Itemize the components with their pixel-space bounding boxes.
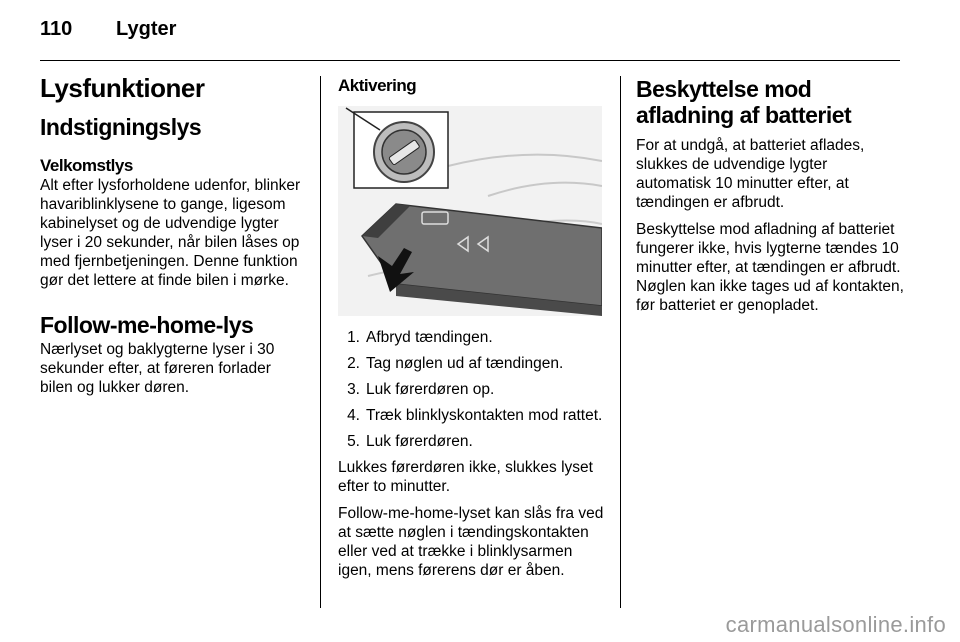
column-left — [40, 68, 306, 397]
step-item: 2. Tag nøglen ud af tændingen. — [347, 355, 564, 372]
step-item: 5. Luk førerdøren. — [347, 433, 473, 450]
ignition-switch-icon — [346, 108, 448, 188]
battery-protection-heading: Beskyttelse mod afladning af batteriet — [636, 76, 852, 128]
aktivering-paragraph-1: Lukkes førerdøren ikke, slukkes lyset efter to minutter. — [338, 459, 593, 495]
activation-steps — [338, 328, 604, 451]
page-number: 110 — [40, 18, 73, 40]
watermark: carmanualsonline.info — [725, 612, 946, 637]
battery-paragraph-1: For at undgå, at batteriet aflades, slukkes de udvendige lygter automatisk 10 minutter efter, at tændingen er afbrudt. — [636, 137, 865, 211]
column-divider-left — [320, 76, 321, 608]
step-item: 3. Luk førerdøren op. — [347, 381, 495, 398]
step-item: 4. Træk blinklyskontakten mod rattet. — [347, 407, 603, 424]
column-middle — [338, 68, 604, 580]
section-title: Lysfunktioner — [40, 73, 205, 103]
follow-me-home-heading: Follow-me-home-lys — [40, 312, 254, 338]
chapter-title: Lygter — [116, 18, 177, 40]
subsection-title: Indstigningslys — [40, 114, 202, 140]
step-item: 1. Afbryd tændingen. — [347, 329, 493, 346]
velkomst-text: Alt efter lysforholdene udenfor, blinker havariblinklysene to gange, ligesom kabinelyset og de udvendige lygter lyser i 20 sekunder, når bilen låses op med fjernbetjeningen. Denne funktion gør det lettere at finde bilen i mørke. — [40, 177, 301, 289]
follow-me-home-text: Nærlyset og baklygterne lyser i 30 sekunder efter, at føreren forlader bilen og lukker døren. — [40, 341, 275, 396]
battery-paragraph-2: Beskyttelse mod afladning af batteriet fungerer ikke, hvis lygterne tændes 10 minutter efter, at tændingen er afbrudt. Nøglen kan ikke tages ud af kontakten, før batteriet er genopladet. — [636, 221, 904, 314]
aktivering-paragraph-2: Follow-me-home-lyset kan slås fra ved at sætte nøglen i tændingskontakten eller ved at trække i blinklysarmen igen, mens førerens dør er åben. — [338, 505, 604, 579]
column-divider-right — [620, 76, 621, 608]
aktivering-heading: Aktivering — [338, 76, 417, 95]
header-rule — [40, 60, 900, 61]
stalk-illustration — [338, 106, 602, 316]
column-right — [636, 68, 904, 315]
velkomst-heading: Velkomstlys — [40, 156, 133, 175]
